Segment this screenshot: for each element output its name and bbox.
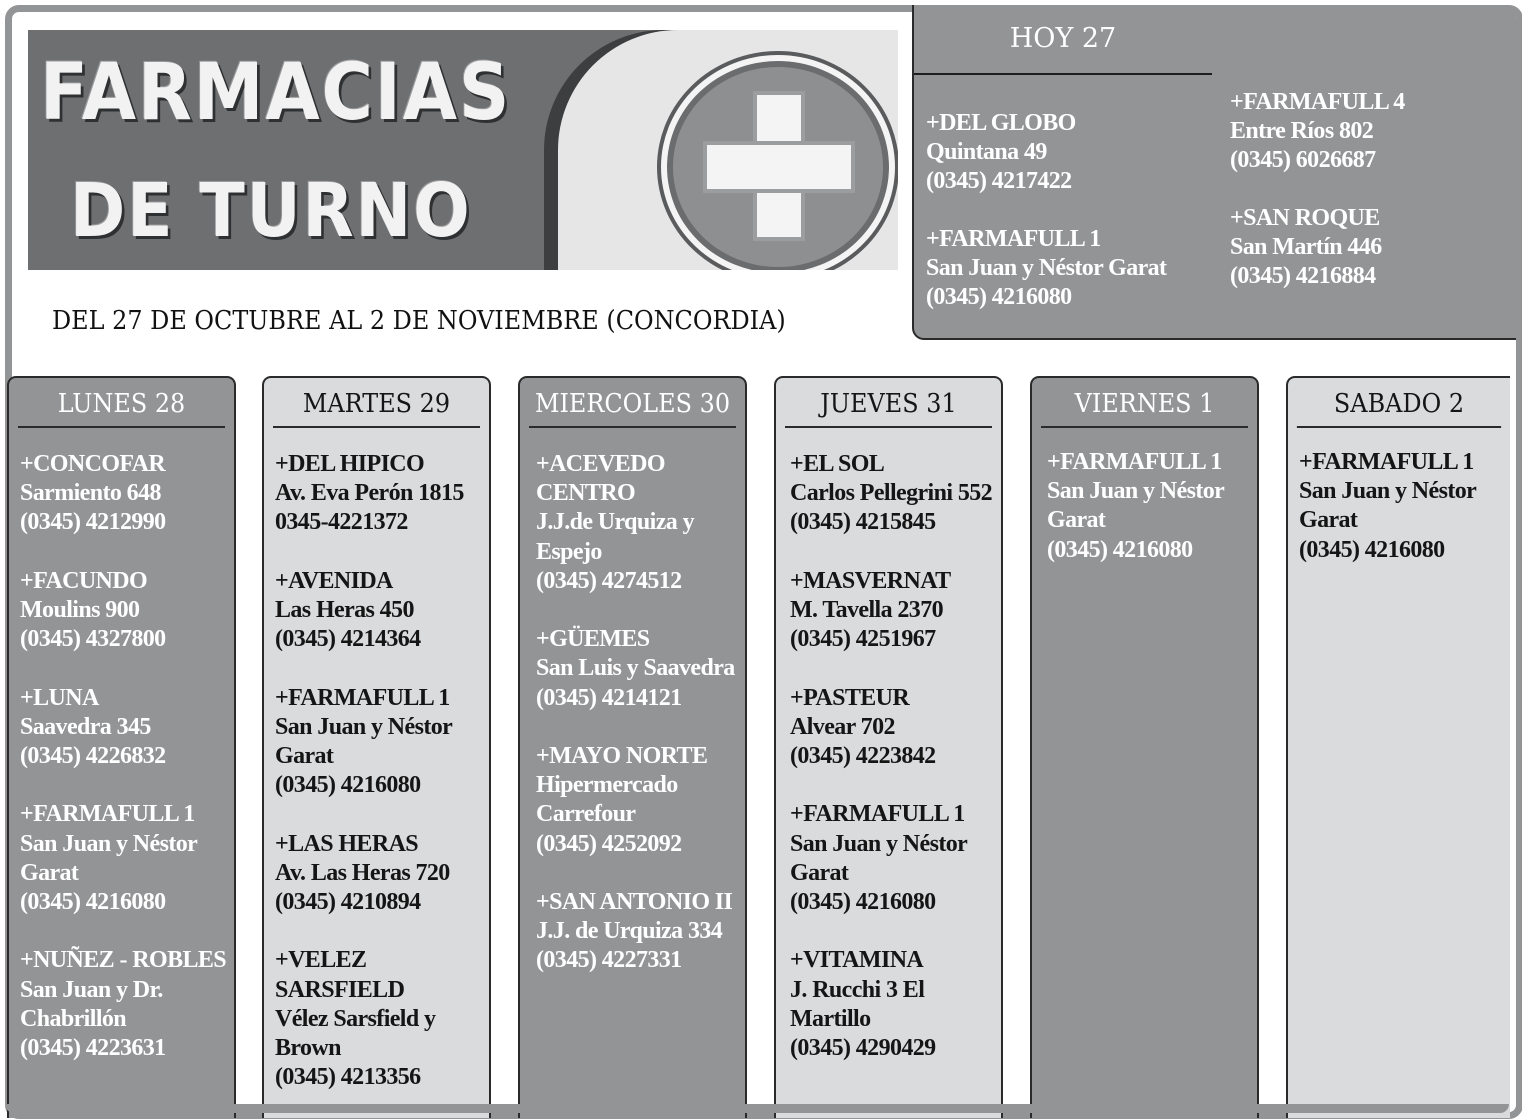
day-column-miercoles: [518, 376, 747, 1118]
pharmacy-entry: [275, 830, 489, 918]
pharmacy-name: +PASTEUR: [790, 684, 910, 711]
pharmacy-name: +FARMAFULL 1: [1299, 449, 1474, 475]
day-column-jueves: [774, 376, 1003, 1118]
pharmacy-entry: [790, 946, 1001, 1063]
pharmacy-entry: [275, 946, 489, 1092]
pharmacy-address: San Luis y Saavedra: [536, 655, 735, 682]
pharmacy-phone: (0345) 4213356: [275, 1064, 421, 1091]
pharmacy-phone: (0345) 4216080: [20, 889, 166, 915]
today-left-column: [926, 109, 1166, 341]
header-banner: [28, 30, 898, 270]
pharmacy-entry: [20, 946, 234, 1063]
day-pharmacy-list: [9, 428, 234, 1063]
pharmacy-address: San Juan y Néstor Garat: [1047, 478, 1224, 534]
pharmacy-entry: [790, 800, 1001, 917]
pharmacy-entry: [275, 567, 489, 655]
pharmacy-name: +FARMAFULL 1: [1047, 449, 1222, 475]
pharmacy-name: +ACEVEDO CENTRO: [536, 451, 665, 507]
pharmacy-address: San Juan y Dr. Chabrillón: [20, 976, 163, 1032]
pharmacy-phone: (0345) 4217422: [926, 168, 1072, 194]
day-column-lunes: [7, 376, 236, 1118]
day-header: LUNES 28: [18, 378, 225, 428]
today-title-underline: [914, 73, 1212, 75]
pharmacy-address: San Juan y Néstor Garat: [790, 830, 967, 886]
pharmacy-entry: [1230, 88, 1405, 175]
pharmacy-phone: (0345) 4216080: [1047, 536, 1193, 563]
pharmacy-entry: [536, 625, 745, 713]
pharmacy-phone: (0345) 4227331: [536, 947, 682, 974]
pharmacy-address: Av. Eva Perón 1815: [275, 480, 464, 507]
pharmacy-address: J. Rucchi 3 El Martillo: [790, 976, 925, 1032]
pharmacy-phone: (0345) 4216080: [1299, 536, 1445, 563]
pharmacy-address: Sarmiento 648: [20, 480, 161, 507]
pharmacy-name: +MAYO NORTE: [536, 743, 708, 769]
pharmacy-address: San Juan y Néstor Garat: [1299, 478, 1476, 534]
pharmacy-entry: [20, 800, 234, 917]
pharmacy-phone: (0345) 4216080: [275, 772, 421, 799]
pharmacy-phone: 0345-4221372: [275, 509, 408, 536]
day-pharmacy-list: [264, 428, 489, 1092]
pharmacy-phone: (0345) 4216080: [926, 284, 1072, 310]
banner-title-line2: DE TURNO: [70, 168, 472, 254]
pharmacy-entry: [536, 888, 745, 976]
pharmacy-entry: [1299, 448, 1510, 565]
pharmacy-phone: (0345) 4215845: [790, 509, 936, 536]
banner-title-line1: FARMACIAS: [40, 48, 512, 138]
pharmacy-cross-icon: [661, 55, 895, 270]
day-header: MIERCOLES 30: [529, 378, 736, 428]
pharmacy-entry: [1230, 204, 1405, 291]
day-header: JUEVES 31: [785, 378, 992, 428]
pharmacy-entry: [926, 109, 1166, 196]
pharmacy-name: +MASVERNAT: [790, 567, 951, 594]
pharmacy-address: San Juan y Néstor Garat: [926, 255, 1167, 281]
pharmacy-phone: (0345) 4216080: [790, 889, 936, 915]
pharmacy-entry: [926, 225, 1166, 312]
today-title: HOY 27: [1009, 23, 1117, 54]
pharmacy-phone: (0345) 4251967: [790, 626, 936, 653]
today-panel: [912, 5, 1516, 340]
pharmacy-name: +SAN ROQUE: [1230, 205, 1380, 231]
pharmacy-address: J.J. de Urquiza 334: [536, 918, 723, 945]
pharmacy-entry: [536, 450, 745, 596]
pharmacy-address: Las Heras 450: [275, 597, 414, 623]
pharmacy-name: +CONCOFAR: [20, 451, 166, 477]
pharmacy-address: Hipermercado Carrefour: [536, 772, 678, 828]
day-pharmacy-list: [1288, 428, 1510, 565]
pharmacy-phone: (0345) 4223631: [20, 1035, 166, 1061]
pharmacy-phone: (0345) 4290429: [790, 1035, 936, 1061]
day-column-martes: [262, 376, 491, 1118]
pharmacy-name: +FARMAFULL 1: [790, 801, 965, 828]
day-header: SABADO 2: [1297, 378, 1501, 428]
pharmacy-entry: [275, 684, 489, 801]
pharmacy-address: Av. Las Heras 720: [275, 859, 450, 886]
day-pharmacy-list: [520, 428, 745, 976]
day-column-sabado: [1286, 376, 1510, 1118]
pharmacy-entry: [20, 567, 234, 655]
pharmacy-entry: [790, 684, 1001, 772]
pharmacy-address: Vélez Sarsfield y Brown: [275, 1005, 436, 1061]
pharmacy-phone: (0345) 6026687: [1230, 147, 1376, 173]
pharmacy-entry: [1047, 448, 1257, 565]
pharmacy-name: +FARMAFULL 1: [20, 801, 195, 828]
pharmacy-name: +FARMAFULL 1: [275, 684, 450, 711]
pharmacy-address: J.J.de Urquiza y Espejo: [536, 509, 694, 565]
pharmacy-address: Moulins 900: [20, 597, 140, 623]
pharmacy-entry: [275, 450, 489, 538]
pharmacy-address: M. Tavella 2370: [790, 597, 944, 623]
day-header: MARTES 29: [273, 378, 480, 428]
pharmacy-address: Entre Ríos 802: [1230, 118, 1374, 144]
pharmacy-address: Alvear 702: [790, 713, 895, 740]
pharmacy-phone: (0345) 4252092: [536, 830, 682, 857]
pharmacy-entry: [536, 742, 745, 859]
pharmacy-name: +GÜEMES: [536, 626, 650, 653]
pharmacy-name: +FARMAFULL 1: [926, 226, 1101, 252]
pharmacy-address: San Juan y Néstor Garat: [275, 713, 452, 769]
pharmacy-name: +SAN ANTONIO II: [536, 889, 733, 915]
pharmacy-name: +EL SOL: [790, 451, 885, 477]
frame-bottom-border: [5, 1104, 1509, 1113]
pharmacy-address: San Martín 446: [1230, 234, 1382, 260]
pharmacy-name: +FACUNDO: [20, 567, 148, 594]
pharmacy-name: +LUNA: [20, 684, 99, 711]
pharmacy-phone: (0345) 4223842: [790, 743, 936, 769]
pharmacy-name: +FARMAFULL 4: [1230, 89, 1405, 115]
day-pharmacy-list: [776, 428, 1001, 1063]
pharmacy-name: +NUÑEZ - ROBLES: [20, 947, 227, 974]
today-right-column: [1230, 88, 1405, 320]
day-column-viernes: [1030, 376, 1259, 1118]
pharmacy-phone: (0345) 4214364: [275, 626, 421, 653]
pharmacy-name: +LAS HERAS: [275, 830, 419, 857]
pharmacy-name: +VITAMINA: [790, 947, 924, 974]
pharmacy-address: Carlos Pellegrini 552: [790, 480, 993, 507]
pharmacy-entry: [790, 450, 1001, 538]
pharmacy-phone: (0345) 4214121: [536, 684, 682, 711]
pharmacy-phone: (0345) 4327800: [20, 626, 166, 653]
pharmacy-phone: (0345) 4226832: [20, 743, 166, 769]
pharmacy-name: +VELEZ SARSFIELD: [275, 947, 405, 1003]
pharmacy-phone: (0345) 4274512: [536, 567, 682, 594]
pharmacy-address: San Juan y Néstor Garat: [20, 830, 197, 886]
pharmacy-name: +DEL HIPICO: [275, 451, 425, 477]
pharmacy-name: +AVENIDA: [275, 567, 393, 594]
pharmacy-phone: (0345) 4212990: [20, 509, 166, 536]
date-range-subtitle: DEL 27 DE OCTUBRE AL 2 DE NOVIEMBRE (CONCORDIA): [52, 306, 786, 336]
pharmacy-phone: (0345) 4216884: [1230, 263, 1376, 289]
pharmacy-address: Saavedra 345: [20, 713, 151, 740]
day-header: VIERNES 1: [1041, 378, 1248, 428]
pharmacy-entry: [20, 684, 234, 772]
pharmacy-entry: [20, 450, 234, 538]
pharmacy-address: Quintana 49: [926, 139, 1047, 165]
pharmacy-entry: [790, 567, 1001, 655]
pharmacy-name: +DEL GLOBO: [926, 110, 1076, 136]
pharmacy-phone: (0345) 4210894: [275, 889, 421, 915]
cross-horizontal-bar: [703, 141, 855, 193]
day-pharmacy-list: [1032, 428, 1257, 565]
